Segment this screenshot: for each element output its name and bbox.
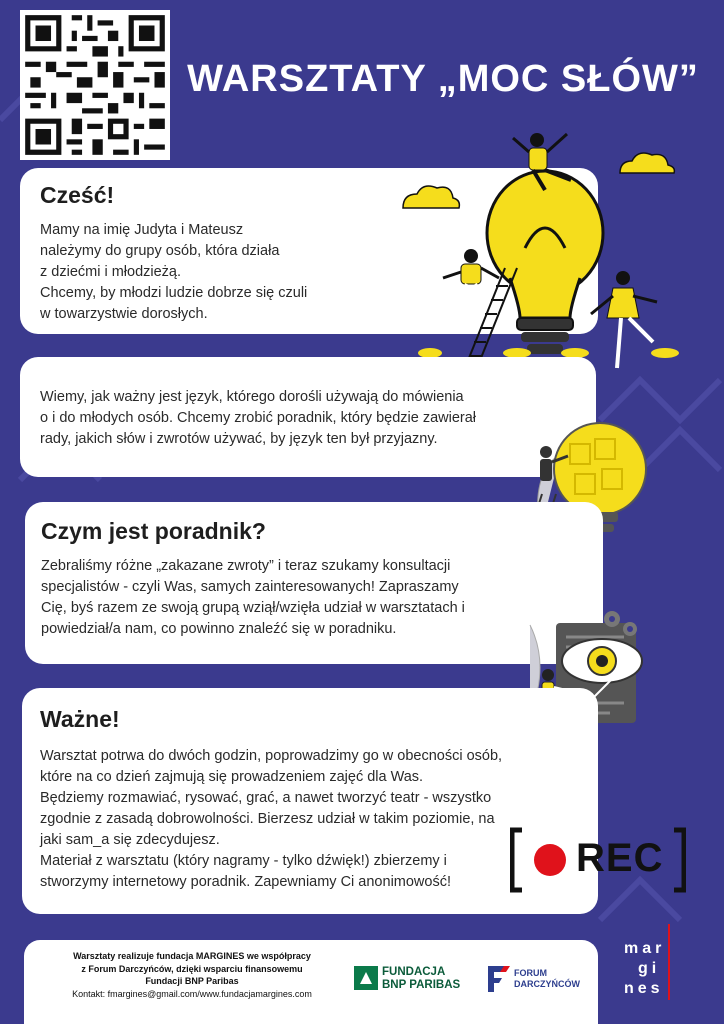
forum-line: DARCZYŃCÓW: [514, 979, 580, 989]
guide-card: [25, 502, 603, 664]
intro-text: [40, 220, 360, 325]
bnp-star-icon: [354, 966, 378, 990]
contact-link[interactable]: Kontakt: fmargines@gmail.com/www.fundacjamargines.com: [72, 988, 312, 999]
footer-line: Fundacji BNP Paribas: [145, 976, 239, 986]
about-line: rady, jakich słów i zwrotów używać, by język ten był przyjazny.: [40, 431, 438, 447]
important-line: Będziemy rozmawiać, rysować, grać, a nawet tworzyć teatr - wszystko: [40, 790, 492, 806]
rec-badge: [510, 826, 686, 894]
margines-logo: [614, 924, 694, 1004]
important-line: zgodnie z zasadą dobrowolności. Bierzesz udział w takim poziomie, na: [40, 811, 495, 827]
intro-line: Chcemy, by młodzi ludzie dobrze się czuli: [40, 285, 308, 301]
guide-text: [41, 556, 551, 640]
qr-code[interactable]: [20, 10, 170, 160]
about-line: o i do młodych osób. Chcemy zrobić poradnik, który będzie zawierał: [40, 410, 477, 426]
intro-line: Mamy na imię Judyta i Mateusz: [40, 222, 244, 238]
guide-heading: Czym jest poradnik?: [41, 518, 266, 544]
poster-title: WARSZTATY „MOC SŁÓW”: [187, 58, 699, 100]
intro-line: w towarzystwie dorosłych.: [40, 306, 208, 322]
guide-line: specjalistów - czyli Was, samych zainteresowanych! Zapraszamy: [41, 579, 459, 595]
record-dot-icon: [534, 844, 566, 876]
important-line: jaki sam_a się zdecydujesz.: [40, 832, 220, 848]
margines-divider: [668, 924, 670, 1000]
important-line: które na co dzień zajmują się prowadzeniem zajęć dla Was.: [40, 769, 424, 785]
margines-line: nes: [624, 980, 664, 997]
lightbulb-people-illustration: [395, 128, 695, 378]
forum-darczyncow-logo: [484, 962, 594, 998]
footer-line: z Forum Darczyńców, dzięki wsparciu finansowemu: [81, 963, 303, 974]
important-line: Materiał z warsztatu (który nagramy - tylko dźwięk!) zbierzemy i: [40, 853, 447, 869]
bnp-paribas-logo: [354, 964, 474, 998]
footer-line: Warsztaty realizuje fundacja MARGINES we współpracy: [73, 951, 311, 961]
margines-line: mar: [624, 940, 666, 957]
forum-logo-icon: [484, 964, 512, 994]
intro-heading: Cześć!: [40, 182, 115, 208]
important-line: Warsztat potrwa do dwóch godzin, poprowadzimy go w obecności osób,: [40, 748, 503, 764]
guide-line: Zebraliśmy różne „zakazane zwroty” i teraz szukamy konsultacji: [41, 558, 451, 574]
about-line: Wiemy, jak ważny jest język, którego dorośli używają do mówienia: [40, 389, 464, 405]
margines-line: gi: [638, 960, 661, 977]
footer-text: [42, 950, 342, 1000]
footer-panel: [24, 940, 598, 1024]
bnp-line: BNP PARIBAS: [382, 979, 461, 991]
about-card: [20, 357, 596, 477]
guide-line: Cię, byś razem ze swoją grupą wziął/wzięła udział w warsztatach i: [41, 600, 465, 616]
about-text: [40, 387, 540, 450]
rec-label: REC: [576, 836, 664, 880]
intro-line: z dziećmi i młodzieżą.: [40, 264, 182, 280]
important-line: stworzymy internetowy poradnik. Zapewniamy Ci anonimowość!: [40, 874, 451, 890]
important-heading: Ważne!: [40, 706, 120, 732]
guide-line: powiedział/a nam, co powinno znaleźć się w poradniku.: [41, 621, 397, 637]
important-text: [40, 746, 560, 893]
bnp-line: FUNDACJA: [382, 966, 446, 978]
forum-line: FORUM: [514, 968, 547, 978]
intro-line: należymy do grupy osób, która działa: [40, 243, 280, 259]
